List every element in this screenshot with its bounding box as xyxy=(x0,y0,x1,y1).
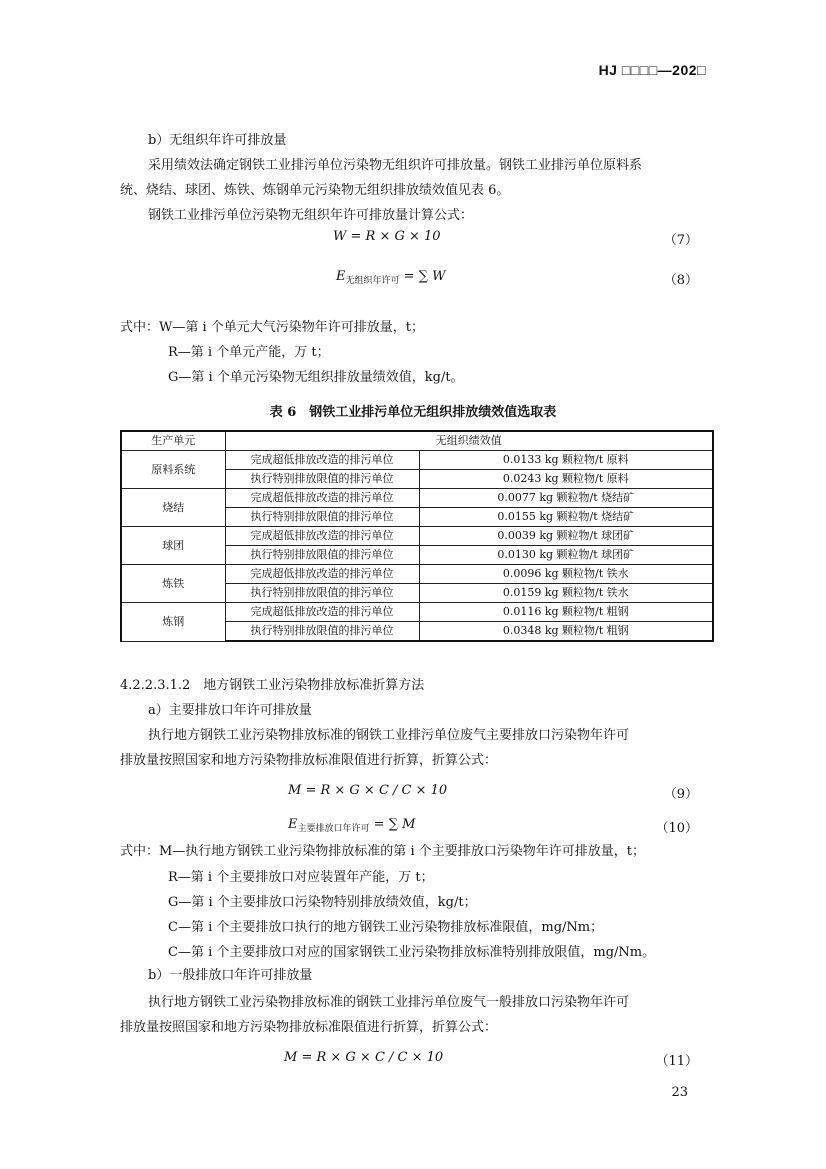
table-row xyxy=(121,451,713,470)
condition-cell: 执行特别排放限值的排污单位 xyxy=(225,508,419,527)
value-cell: 0.0039 kg 颗粒物/t 球团矿 xyxy=(419,527,713,546)
section-b-para1-line1: 采用绩效法确定钢铁工业排污单位污染物无组织许可排放量。钢铁工业排污单位原料系 xyxy=(148,158,643,173)
value-cell: 0.0243 kg 颗粒物/t 原料 xyxy=(419,470,713,489)
value-cell: 0.0096 kg 颗粒物/t 铁水 xyxy=(419,565,713,584)
table-row xyxy=(121,489,713,508)
where1-line3: G—第 i 个单元污染物无组织排放量绩效值，kg/t。 xyxy=(168,370,464,385)
value-cell: 0.0348 kg 颗粒物/t 粗钢 xyxy=(419,622,713,642)
header-unit: 生产单元 xyxy=(121,431,225,451)
value-cell: 0.0155 kg 颗粒物/t 烧结矿 xyxy=(419,508,713,527)
where2-line2: R—第 i 个主要排放口对应装置年产能，万 t； xyxy=(168,870,434,885)
table-row xyxy=(121,527,713,546)
section-b-para2: 钢铁工业排污单位污染物无组织年许可排放量计算公式： xyxy=(148,208,474,223)
table6 xyxy=(120,430,714,642)
unit-cell: 原料系统 xyxy=(121,451,225,489)
section-b-title: b）无组织年许可排放量 xyxy=(148,133,287,148)
table-header-row xyxy=(121,431,713,451)
section-b2-para-line1: 执行地方钢铁工业污染物排放标准的钢铁工业排污单位废气一般排放口污染物年许可 xyxy=(148,995,630,1010)
unit-cell: 烧结 xyxy=(121,489,225,527)
where2-line1: 式中：M—执行地方钢铁工业污染物排放标准的第 i 个主要排放口污染物年许可排放量，t； xyxy=(120,844,645,859)
value-cell: 0.0133 kg 颗粒物/t 原料 xyxy=(419,451,713,470)
where2-line3: G—第 i 个主要排放口污染物特别排放绩效值，kg/t； xyxy=(168,895,477,910)
equation-7: W = R × G × 10 xyxy=(333,229,441,244)
condition-cell: 完成超低排放改造的排污单位 xyxy=(225,527,419,546)
equation-11: M = R × G × C / C × 10 xyxy=(284,1050,444,1065)
value-cell: 0.0159 kg 颗粒物/t 铁水 xyxy=(419,584,713,603)
where1-line2: R—第 i 个单元产能，万 t； xyxy=(168,345,330,360)
equation-9: M = R × G × C / C × 10 xyxy=(288,783,448,798)
header-value: 无组织绩效值 xyxy=(225,431,713,451)
equation-8-number: （8） xyxy=(663,273,698,288)
condition-cell: 执行特别排放限值的排污单位 xyxy=(225,584,419,603)
condition-cell: 完成超低排放改造的排污单位 xyxy=(225,603,419,622)
where1-line1: 式中：W—第 i 个单元大气污染物年许可排放量，t； xyxy=(120,320,425,335)
condition-cell: 执行特别排放限值的排污单位 xyxy=(225,470,419,489)
value-cell: 0.0077 kg 颗粒物/t 烧结矿 xyxy=(419,489,713,508)
equation-10-number: （10） xyxy=(655,821,698,836)
value-cell: 0.0116 kg 颗粒物/t 粗钢 xyxy=(419,603,713,622)
condition-cell: 完成超低排放改造的排污单位 xyxy=(225,565,419,584)
section-4-heading: 4.2.2.3.1.2 地方钢铁工业污染物排放标准折算方法 xyxy=(120,678,425,693)
value-cell: 0.0130 kg 颗粒物/t 球团矿 xyxy=(419,546,713,565)
condition-cell: 执行特别排放限值的排污单位 xyxy=(225,546,419,565)
where2-line5: C—第 i 个主要排放口对应的国家钢铁工业污染物排放标准特别排放限值，mg/Nm。 xyxy=(168,945,656,960)
unit-cell: 炼钢 xyxy=(121,603,225,642)
condition-cell: 完成超低排放改造的排污单位 xyxy=(225,451,419,470)
table6-caption: 表 6 钢铁工业排污单位无组织排放绩效值选取表 xyxy=(269,405,557,420)
equation-7-number: （7） xyxy=(663,233,698,248)
section-a-para-line1: 执行地方钢铁工业污染物排放标准的钢铁工业排污单位废气主要排放口污染物年许可 xyxy=(148,728,630,743)
document-code-header: HJ □□□□—202□ xyxy=(598,62,706,78)
section-a-para-line2: 排放量按照国家和地方污染物排放标准限值进行折算，折算公式： xyxy=(120,753,498,768)
where2-line4: C—第 i 个主要排放口执行的地方钢铁工业污染物排放标准限值，mg/Nm； xyxy=(168,920,604,935)
equation-11-number: （11） xyxy=(655,1054,698,1069)
section-b-para1-line2: 统、烧结、球团、炼铁、炼钢单元污染物无组织排放绩效值见表 6。 xyxy=(120,183,510,198)
unit-cell: 炼铁 xyxy=(121,565,225,603)
condition-cell: 完成超低排放改造的排污单位 xyxy=(225,489,419,508)
condition-cell: 执行特别排放限值的排污单位 xyxy=(225,622,419,642)
equation-10: $E_{主要排放口年许可}$ = ∑ M xyxy=(288,817,416,834)
table-row xyxy=(121,603,713,622)
table-row xyxy=(121,565,713,584)
unit-cell: 球团 xyxy=(121,527,225,565)
equation-8: $E_{无组织年许可}$ = ∑ W xyxy=(336,269,446,286)
section-b2-title: b）一般排放口年许可排放量 xyxy=(148,968,313,983)
section-a-title: a）主要排放口年许可排放量 xyxy=(148,703,312,718)
page-number: 23 xyxy=(671,1085,688,1100)
equation-9-number: （9） xyxy=(663,787,698,802)
section-b2-para-line2: 排放量按照国家和地方污染物排放标准限值进行折算，折算公式： xyxy=(120,1020,498,1035)
